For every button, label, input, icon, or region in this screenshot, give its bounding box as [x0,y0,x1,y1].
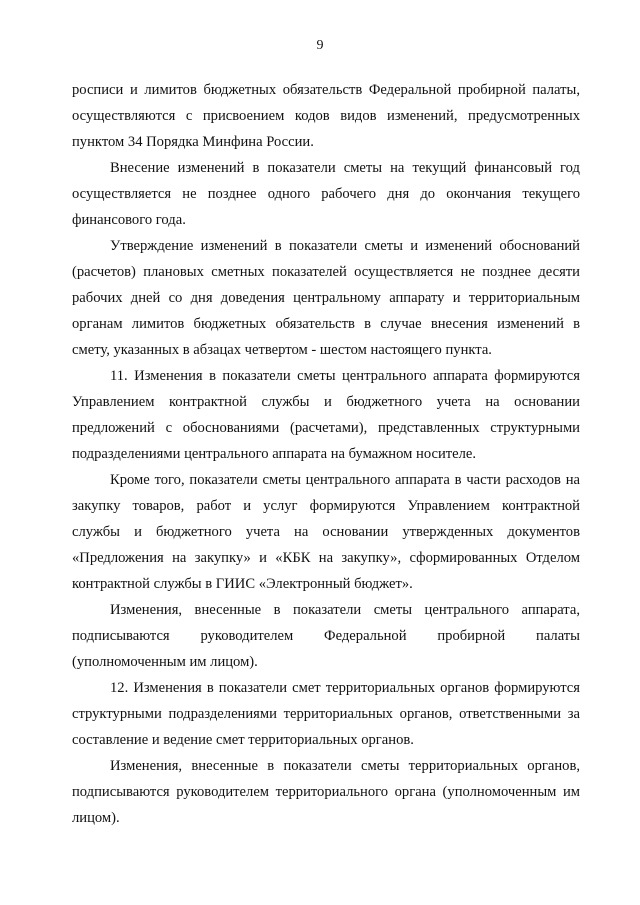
text-line: лицом). [72,810,120,826]
text-line: росписи и лимитов бюджетных обязательств Федеральной пробирной палаты, [72,82,580,98]
text-line: Изменения, внесенные в показатели сметы территориальных органов, [110,758,580,774]
text-line: «Предложения на закупку» и «КБК на закупку», сформированных Отделом [72,550,580,566]
text-line: Внесение изменений в показатели сметы на текущий финансовый год [110,160,580,176]
text-line: (уполномоченным им лицом). [72,654,258,670]
text-line: Кроме того, показатели сметы центрального аппарата в части расходов на [110,472,580,488]
text-line: пунктом 34 Порядка Минфина России. [72,134,314,150]
paragraph-2 [72,155,580,233]
text-line: Утверждение изменений в показатели сметы и изменений обоснований [110,238,580,254]
text-line: закупку товаров, работ и услуг формируются Управлением контрактной [72,498,580,514]
text-line: контрактной службы в ГИИС «Электронный бюджет». [72,576,413,592]
text-line: службы и бюджетного учета на основании утвержденных документов [72,524,580,540]
text-line: рабочих дней со дня доведения центральному аппарату и территориальным [72,290,580,306]
text-line: осуществляется не позднее одного рабочего дня до окончания текущего [72,186,580,202]
text-line: (расчетов) плановых сметных показателей осуществляется не позднее десяти [72,264,580,280]
text-line: осуществляются с присвоением кодов видов изменений, предусмотренных [72,108,580,124]
paragraph-5 [72,467,580,597]
text-line: финансового года. [72,212,186,228]
text-line: 12. Изменения в показатели смет территориальных органов формируются [110,680,580,696]
paragraph-6 [72,597,580,675]
page-number: 9 [316,38,324,53]
paragraph-8 [72,753,580,831]
paragraph-7 [72,675,580,753]
text-line: предложений с обоснованиями (расчетами), представленных структурными [72,420,580,436]
paragraph-3 [72,233,580,363]
text-line: смету, указанных в абзацах четвертом - шестом настоящего пункта. [72,342,492,358]
text-line: Управлением контрактной службы и бюджетного учета на основании [72,394,580,410]
text-line: Изменения, внесенные в показатели сметы центрального аппарата, [110,602,580,618]
text-line: составление и ведение смет территориальных органов. [72,732,414,748]
text-line: подписываются руководителем территориального органа (уполномоченным им [72,784,580,800]
text-line: подразделениями центрального аппарата на бумажном носителе. [72,446,477,462]
text-line: органам лимитов бюджетных обязательств в случае внесения изменений в [72,316,580,332]
paragraph-1 [72,77,580,155]
paragraph-4 [72,363,580,467]
text-line: структурными подразделениями территориальных органов, ответственными за [72,706,580,722]
text-line: 11. Изменения в показатели сметы центрального аппарата формируются [110,368,580,384]
text-line: подписываются руководителем Федеральной пробирной палаты [72,628,580,644]
document-body [72,77,580,831]
